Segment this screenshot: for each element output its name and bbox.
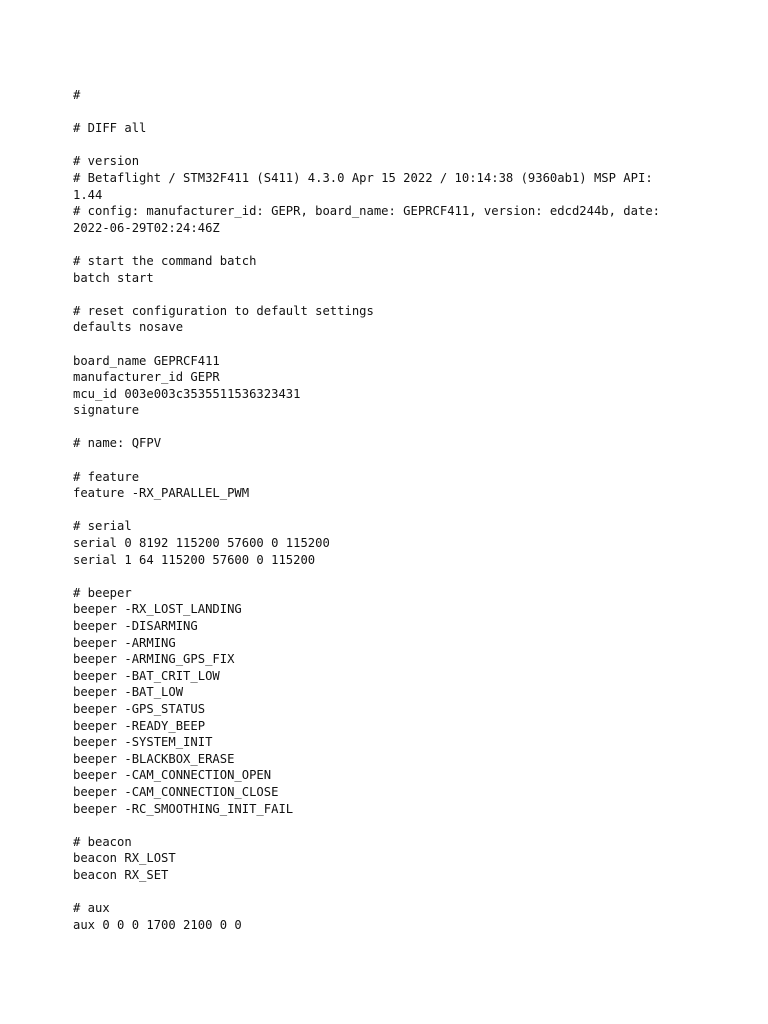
blank-line xyxy=(73,336,693,353)
text-line: defaults nosave xyxy=(73,320,184,335)
text-line: beeper -BAT_CRIT_LOW xyxy=(73,668,220,683)
text-line: # beeper xyxy=(73,585,132,600)
text-line: beeper -CAM_CONNECTION_CLOSE xyxy=(73,784,279,799)
blank-line xyxy=(73,104,693,121)
text-line: beeper -READY_BEEP xyxy=(73,718,206,733)
text-line: 1.44 xyxy=(73,187,103,202)
text-line: beacon RX_SET xyxy=(73,867,169,882)
text-line: # serial xyxy=(73,519,132,534)
text-line: # name: QFPV xyxy=(73,436,162,451)
text-line: beeper -ARMING xyxy=(73,635,176,650)
blank-line xyxy=(73,419,693,436)
text-line: beacon RX_LOST xyxy=(73,851,176,866)
blank-line xyxy=(73,817,693,834)
text-line: # aux xyxy=(73,901,110,916)
text-line: board_name GEPRCF411 xyxy=(73,353,220,368)
text-line: # DIFF all xyxy=(73,121,147,136)
text-line: beeper -RC_SMOOTHING_INIT_FAIL xyxy=(73,801,294,816)
text-line: # Betaflight / STM32F411 (S411) 4.3.0 Apr 15 2022 / 10:14:38 (9360ab1) MSP API: xyxy=(73,170,653,185)
text-line: # version xyxy=(73,154,140,169)
text-line: # start the command batch xyxy=(73,253,257,268)
text-line: batch start xyxy=(73,270,154,285)
text-line: # beacon xyxy=(73,834,132,849)
document-page xyxy=(73,87,693,933)
text-line: beeper -CAM_CONNECTION_OPEN xyxy=(73,768,272,783)
text-line: aux 0 0 0 1700 2100 0 0 xyxy=(73,917,242,932)
blank-line xyxy=(73,236,693,253)
text-line: beeper -DISARMING xyxy=(73,619,198,633)
text-line: mcu_id 003e003c3535511536323431 xyxy=(73,386,301,401)
text-line: manufacturer_id GEPR xyxy=(73,370,220,385)
blank-line xyxy=(73,502,693,519)
text-line: # reset configuration to default settings xyxy=(73,303,374,318)
blank-line xyxy=(73,452,693,469)
text-line: beeper -GPS_STATUS xyxy=(73,701,206,716)
text-line: serial 0 8192 115200 57600 0 115200 xyxy=(73,536,330,551)
text-line: 2022-06-29T02:24:46Z xyxy=(73,220,220,235)
blank-line xyxy=(73,137,693,154)
blank-line xyxy=(73,568,693,585)
text-line: beeper -SYSTEM_INIT xyxy=(73,735,213,750)
text-line: signature xyxy=(73,403,140,418)
text-line: serial 1 64 115200 57600 0 115200 xyxy=(73,552,316,567)
blank-line xyxy=(73,884,693,901)
text-line: # xyxy=(73,88,81,102)
text-line: beeper -BLACKBOX_ERASE xyxy=(73,751,235,766)
text-line: # feature xyxy=(73,469,140,484)
text-line: feature -RX_PARALLEL_PWM xyxy=(73,486,250,501)
text-line: # config: manufacturer_id: GEPR, board_name: GEPRCF411, version: edcd244b, date: xyxy=(73,204,660,219)
text-line: beeper -ARMING_GPS_FIX xyxy=(73,652,235,667)
text-line: beeper -RX_LOST_LANDING xyxy=(73,602,242,617)
blank-line xyxy=(73,286,693,303)
text-line: beeper -BAT_LOW xyxy=(73,685,184,700)
